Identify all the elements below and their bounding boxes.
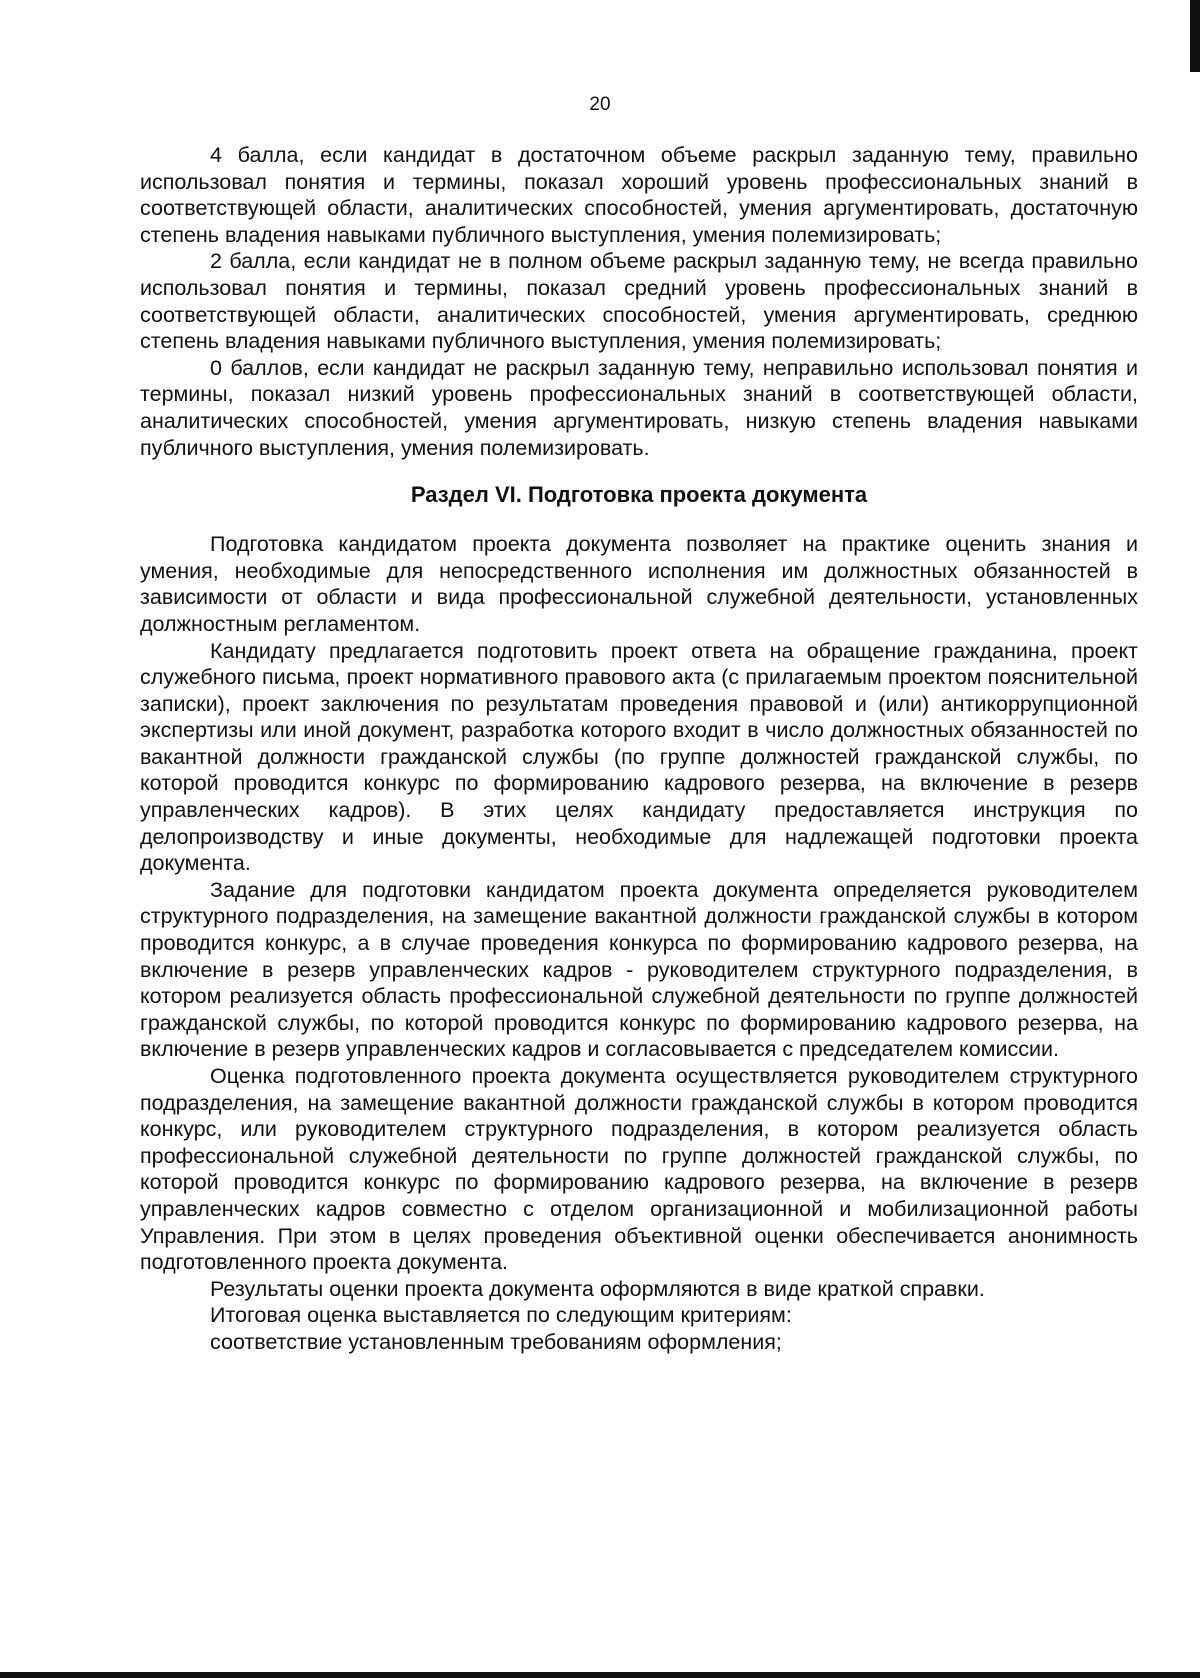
paragraph-0-points: 0 баллов, если кандидат не раскрыл заданную тему, неправильно использовал понятия и термины, показал низкий уровень профессиональных знаний в соответствующей области, аналитических способностей, умения аргументировать, низкую степень владения навыками публичного выступления, умения полемизировать. [140,355,1138,460]
document-body [140,142,1138,1356]
paragraph-results: Результаты оценки проекта документа оформляются в виде краткой справки. [210,1276,985,1301]
paragraph-evaluation: Оценка подготовленного проекта документа осуществляется руководителем структурного подразделения, на замещение вакантной должности гражданской службы в котором проводится конкурс, или руководителем структурного подразделения, в котором реализуется область профессиональной служебной деятельности по группе должностей гражданской службы, по которой проводится конкурс по формированию кадрового резерва, на включение в резерв управленческих кадров совместно с отделом организационной и мобилизационной работы Управления. При этом в целях проведения объективной оценки обеспечивается анонимность подготовленного проекта документа. [140,1064,1138,1275]
paragraph-criterion: соответствие установленным требованиям оформления; [210,1329,782,1354]
scan-edge-mark [1190,0,1200,72]
paragraph-candidate-task: Кандидату предлагается подготовить проект ответа на обращение гражданина, проект служебного письма, проект нормативного правового акта (с прилагаемым проектом пояснительной записки), проект заключения по результатам проведения правовой и (или) антикоррупционной экспертизы или иной документ, разработка которого входит в число должностных обязанностей по вакантной должности гражданской службы (по группе должностей гражданской службы, по которой проводится конкурс по формированию кадрового резерва, на включение в резерв управленческих кадров). В этих целях кандидату предоставляется инструкция по делопроизводству и иные документы, необходимые для надлежащей подготовки проекта документа. [140,638,1138,876]
paragraph-4-points: 4 балла, если кандидат в достаточном объеме раскрыл заданную тему, правильно использовал понятия и термины, показал хороший уровень профессиональных знаний в соответствующей области, аналитических способностей, умения аргументировать, достаточную степень владения навыками публичного выступления, умения полемизировать; [140,143,1138,247]
paragraph-2-points: 2 балла, если кандидат не в полном объеме раскрыл заданную тему, не всегда правильно использовал понятия и термины, показал средний уровень профессиональных знаний в соответствующей области, аналитических способностей, умения аргументировать, среднюю степень владения навыками публичного выступления, умения полемизировать; [140,249,1138,354]
section-heading: Раздел VI. Подготовка проекта документа [410,482,868,508]
page-number: 20 [589,94,611,115]
paragraph-document-preparation: Подготовка кандидатом проекта документа позволяет на практике оценить знания и умения, необходимые для непосредственного исполнения им должностных обязанностей в зависимости от области и вида профессиональной служебной деятельности, установленных должностным регламентом. [140,532,1138,636]
paragraph-final-score: Итоговая оценка выставляется по следующим критериям: [210,1303,792,1328]
paragraph-task-definition: Задание для подготовки кандидатом проекта документа определяется руководителем структурного подразделения, на замещение вакантной должности гражданской службы в котором проводится конкурс, а в случае проведения конкурса по формированию кадрового резерва, на включение в резерв управленческих кадров - руководителем структурного подразделения, в котором реализуется область профессиональной служебной деятельности по группе должностей гражданской службы, по которой проводится конкурс по формированию кадрового резерва, на включение в резерв управленческих кадров и согласовывается с председателем комиссии. [140,877,1138,1062]
scan-bottom-edge [0,1672,1200,1678]
